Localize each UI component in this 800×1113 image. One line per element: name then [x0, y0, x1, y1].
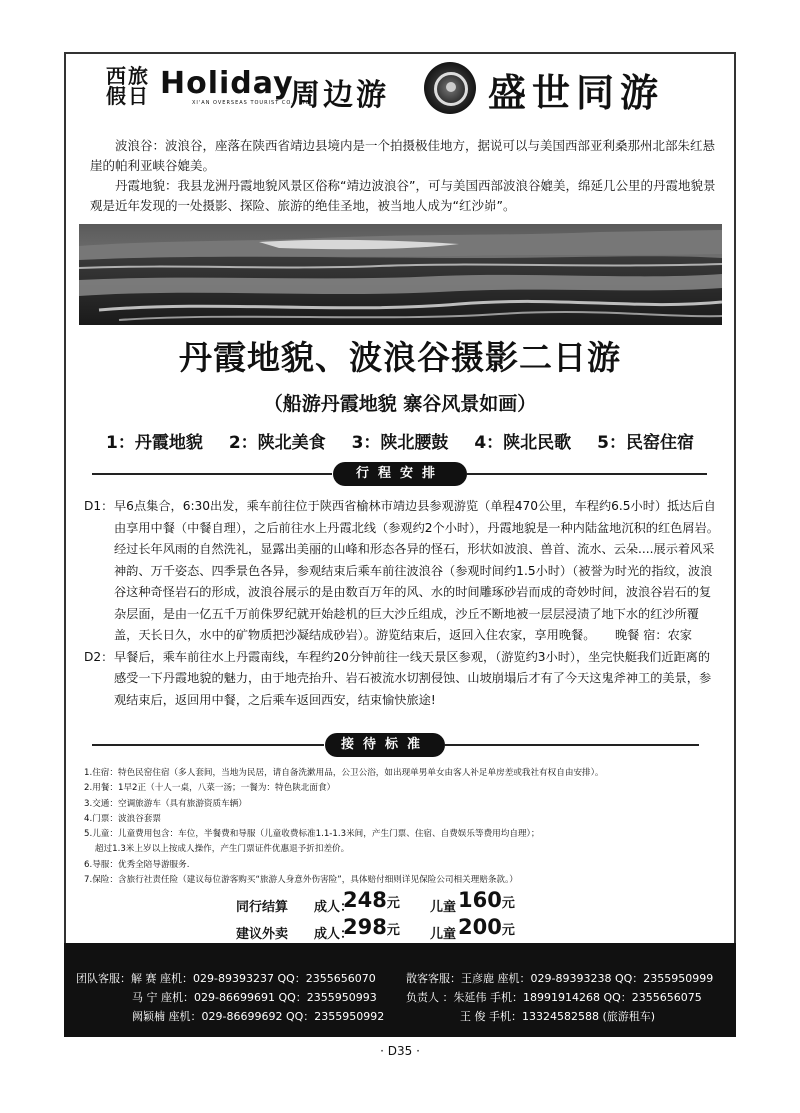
- landscape-photo: [79, 224, 722, 325]
- page-subtitle: （船游丹霞地貌 寨谷风景如画）: [263, 393, 537, 415]
- child-price: 200: [458, 915, 502, 939]
- day-label: D2：: [84, 649, 114, 664]
- contact-line: 负责人 ：朱延伟 手机：18991914268 QQ：2355656075: [406, 991, 702, 1004]
- dragon-emblem-icon: [424, 62, 476, 114]
- contact-line: 马 宁 座机：029-86699691 QQ：2355950993: [132, 991, 377, 1004]
- brand-cn-logo: 西旅假日: [106, 64, 150, 108]
- contact-line: 阙颖楠 座机：029-86699692 QQ：2355950992: [132, 1010, 385, 1023]
- standard-item: 7.保险：含旅行社责任险（建议每位游客购买“旅游人身意外伤害险”，具体赔付细则详见保险公司相关理赔条款。）: [84, 875, 518, 886]
- itinerary-section-label: 行程安排: [333, 462, 467, 486]
- adult-label: 成人：: [314, 927, 354, 942]
- standard-item: 超过1.3米上岁以上按成人操作，产生门票证件优惠退予折扣差价。: [84, 844, 350, 855]
- adult-price: 248: [343, 888, 387, 912]
- price-row-label: 同行结算: [236, 900, 289, 915]
- intro-paragraph-wave-valley: 波浪谷：波浪谷，座落在陕西省靖边县境内是一个拍摄极佳地方，据说可以与美国西部亚利桑那州北部朱红悬崖的帕利亚峡谷媲美。: [90, 138, 716, 173]
- page-number: · D35 ·: [380, 1044, 420, 1058]
- day-description: 早餐后，乘车前往水上丹霞南线，车程约20分钟前往一线天景区参观，（游览约3小时），坐完快艇我们近距离的感受一下丹霞地貌的魅力，由于地壳抬升、岩石被流水切割侵蚀、山坡崩塌后才有了今天这鬼斧神工的美景，参观结束后，返回用中餐，之后乘车返回西安，结束愉快旅途!: [114, 649, 712, 707]
- itinerary-day-2: [84, 647, 720, 712]
- brand-en-logo: Holiday: [160, 66, 294, 101]
- contact-footer: [64, 943, 736, 1037]
- feature-item: 1：丹霞地貌: [106, 433, 203, 453]
- feature-list: [0, 428, 800, 453]
- day-meal-info: 晚餐 宿：农家: [615, 628, 692, 642]
- itinerary-divider-left: [92, 473, 332, 475]
- standard-item: 4.门票：波浪谷套票: [84, 813, 161, 824]
- itinerary: [84, 496, 720, 711]
- day-description: 早6点集合，6:30出发，乘车前往位于陕西省榆林市靖边县参观游览（单程470公里，车程约6.5小时）抵达后自由享用中餐（中餐自理），之后前往水上丹霞北线（参观约2个小时），丹霞地貌是一种内陆盆地沉积的红色屑岩。经过长年风雨的自然洗礼，显露出美丽的山峰和形态各异的怪石，形状如波浪、兽首、流水、云朵....展示着风采神韵、万千姿态、四季景色各异，参观结束后乘车前往波浪谷（参观时间约1.5小时）（被誉为时光的指纹，波浪谷这种奇怪岩石的形成，波浪谷展示的是由数百万年的风、水的时间雕琢砂岩而成的奇妙时间，波浪谷岩石的复杂层面，是由一亿五千万前侏罗纪就开始趁机的巨大沙丘组成，沙丘不断地被一层层浸渍了地下水的红沙所覆盖，天长日久，水中的矿物质把沙凝结成砂岩）。游览结束后，返回入住农家，享用晚餐。: [114, 499, 719, 642]
- currency-unit: 元: [501, 896, 515, 911]
- standards-section-label: 接待标准: [325, 733, 445, 757]
- contact-line: 散客客服：王彦鹿 座机：029-89393238 QQ：2355950999: [406, 972, 714, 985]
- contact-line: 团队客服：解 赛 座机：029-89393237 QQ：2355656070: [76, 972, 376, 985]
- brand-subtitle: XI'AN OVERSEAS TOURIST CO., LTD: [192, 100, 311, 106]
- feature-item: 2：陕北美食: [228, 433, 326, 453]
- feature-item: 5：民窑住宿: [597, 433, 694, 453]
- adult-label: 成人：: [314, 900, 354, 915]
- price-row-label: 建议外卖: [236, 927, 289, 942]
- currency-unit: 元: [386, 896, 400, 911]
- currency-unit: 元: [501, 923, 515, 938]
- intro-paragraph-danxia: 丹霞地貌：我县龙洲丹霞地貌风景区俗称“靖边波浪谷”，可与美国西部波浪谷媲美，绵延几公里的丹霞地貌景观是近年发现的一处摄影、探险、旅游的绝佳圣地，被当地人成为“红沙峁”。: [90, 178, 716, 213]
- standard-item: 1.住宿：特色民窑住宿（多人套间，当地为民居，请自备洗漱用品，公卫公浴，如出现单男单女由客人补足单房差或我社有权自由安排）。: [84, 768, 604, 778]
- price-row-settle: [0, 890, 800, 916]
- standard-item: 3.交通：空调旅游车（具有旅游资质车辆）: [84, 798, 247, 809]
- product-line-title: 周边游: [290, 78, 389, 113]
- partner-name-logo: 盛世同游: [488, 70, 665, 115]
- standards-divider-right: [445, 744, 699, 746]
- currency-unit: 元: [386, 923, 400, 938]
- adult-price: 298: [343, 915, 387, 939]
- feature-item: 4：陕北民歌: [474, 433, 572, 453]
- itinerary-day-1: [84, 496, 720, 647]
- child-label: 儿童: [430, 900, 457, 915]
- child-price: 160: [458, 888, 502, 912]
- standard-item: 2.用餐：1早2正（十人一桌，八菜一汤；一餐为：特色陕北面食）: [84, 783, 336, 794]
- itinerary-divider-right: [467, 473, 707, 475]
- intro-text: [90, 136, 716, 216]
- header: [64, 52, 736, 124]
- price-row-retail: [0, 917, 800, 943]
- page-title: 丹霞地貌、波浪谷摄影二日游: [179, 338, 621, 377]
- standard-item: 6.导服：优秀全陪导游服务.: [84, 859, 190, 870]
- standard-item: 5.儿童：儿童费用包含：车位，半餐费和导服（儿童收费标准1.1-1.3米间，产生门票、住宿、自费娱乐等费用均自理）；: [84, 829, 540, 840]
- feature-item: 3：陕北腰鼓: [351, 433, 449, 453]
- day-label: D1：: [84, 499, 114, 513]
- child-label: 儿童: [430, 927, 457, 942]
- service-standards: [84, 766, 724, 888]
- standards-divider-left: [92, 744, 324, 746]
- contact-line: 王 俊 手机：13324582588 (旅游租车): [460, 1010, 656, 1023]
